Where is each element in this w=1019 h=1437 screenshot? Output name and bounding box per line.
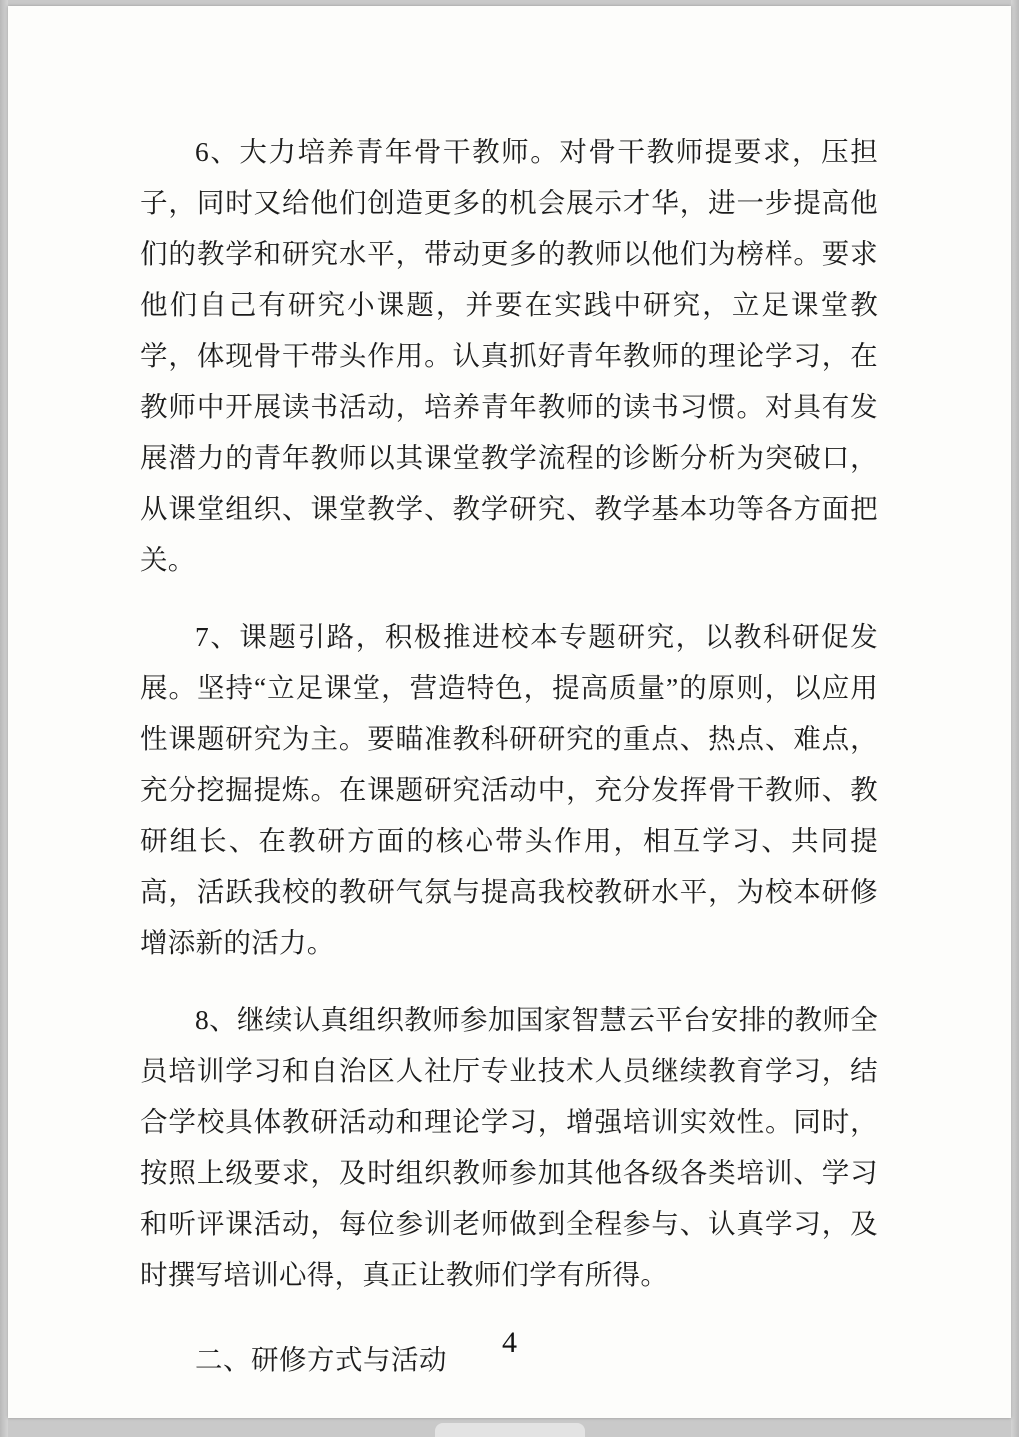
section-heading: 二、研修方式与活动	[195, 1344, 447, 1375]
paragraph-item-6: 6、大力培养青年骨干教师。对骨干教师提要求，压担子，同时又给他们创造更多的机会展示才华，进一步提高他们的教学和研究水平，带动更多的教师以他们为榜样。要求他们自己有研究小课题，并要在实践中研究，立足课堂教学，体现骨干带头作用。认真抓好青年教师的理论学习，在教师中开展读书活动，培养青年教师的读书习惯。对具有发展潜力的青年教师以其课堂教学流程的诊断分析为突破口，从课堂组织、课堂教学、教学研究、教学基本功等各方面把关。	[140, 136, 878, 575]
document-page	[8, 6, 1011, 1418]
bottom-handle	[435, 1423, 585, 1437]
page-number: 4	[502, 1326, 517, 1359]
page-edge-left	[0, 0, 8, 1437]
page-edge-right	[1011, 0, 1019, 1437]
paragraph-item-7: 7、课题引路，积极推进校本专题研究，以教科研促发展。坚持“立足课堂，营造特色，提高质量”的原则，以应用性课题研究为主。要瞄准教科研研究的重点、热点、难点，充分挖掘提炼。在课题研究活动中，充分发挥骨干教师、教研组长、在教研方面的核心带头作用，相互学习、共同提高，活跃我校的教研气氛与提高我校教研水平，为校本研修增添新的活力。	[140, 621, 878, 958]
document-body	[140, 126, 878, 1385]
paragraph-item-8: 8、继续认真组织教师参加国家智慧云平台安排的教师全员培训学习和自治区人社厅专业技术人员继续教育学习，结合学校具体教研活动和理论学习，增强培训实效性。同时，按照上级要求，及时组织教师参加其他各级各类培训、学习和听评课活动，每位参训老师做到全程参与、认真学习，及时撰写培训心得，真正让教师们学有所得。	[140, 1004, 878, 1290]
